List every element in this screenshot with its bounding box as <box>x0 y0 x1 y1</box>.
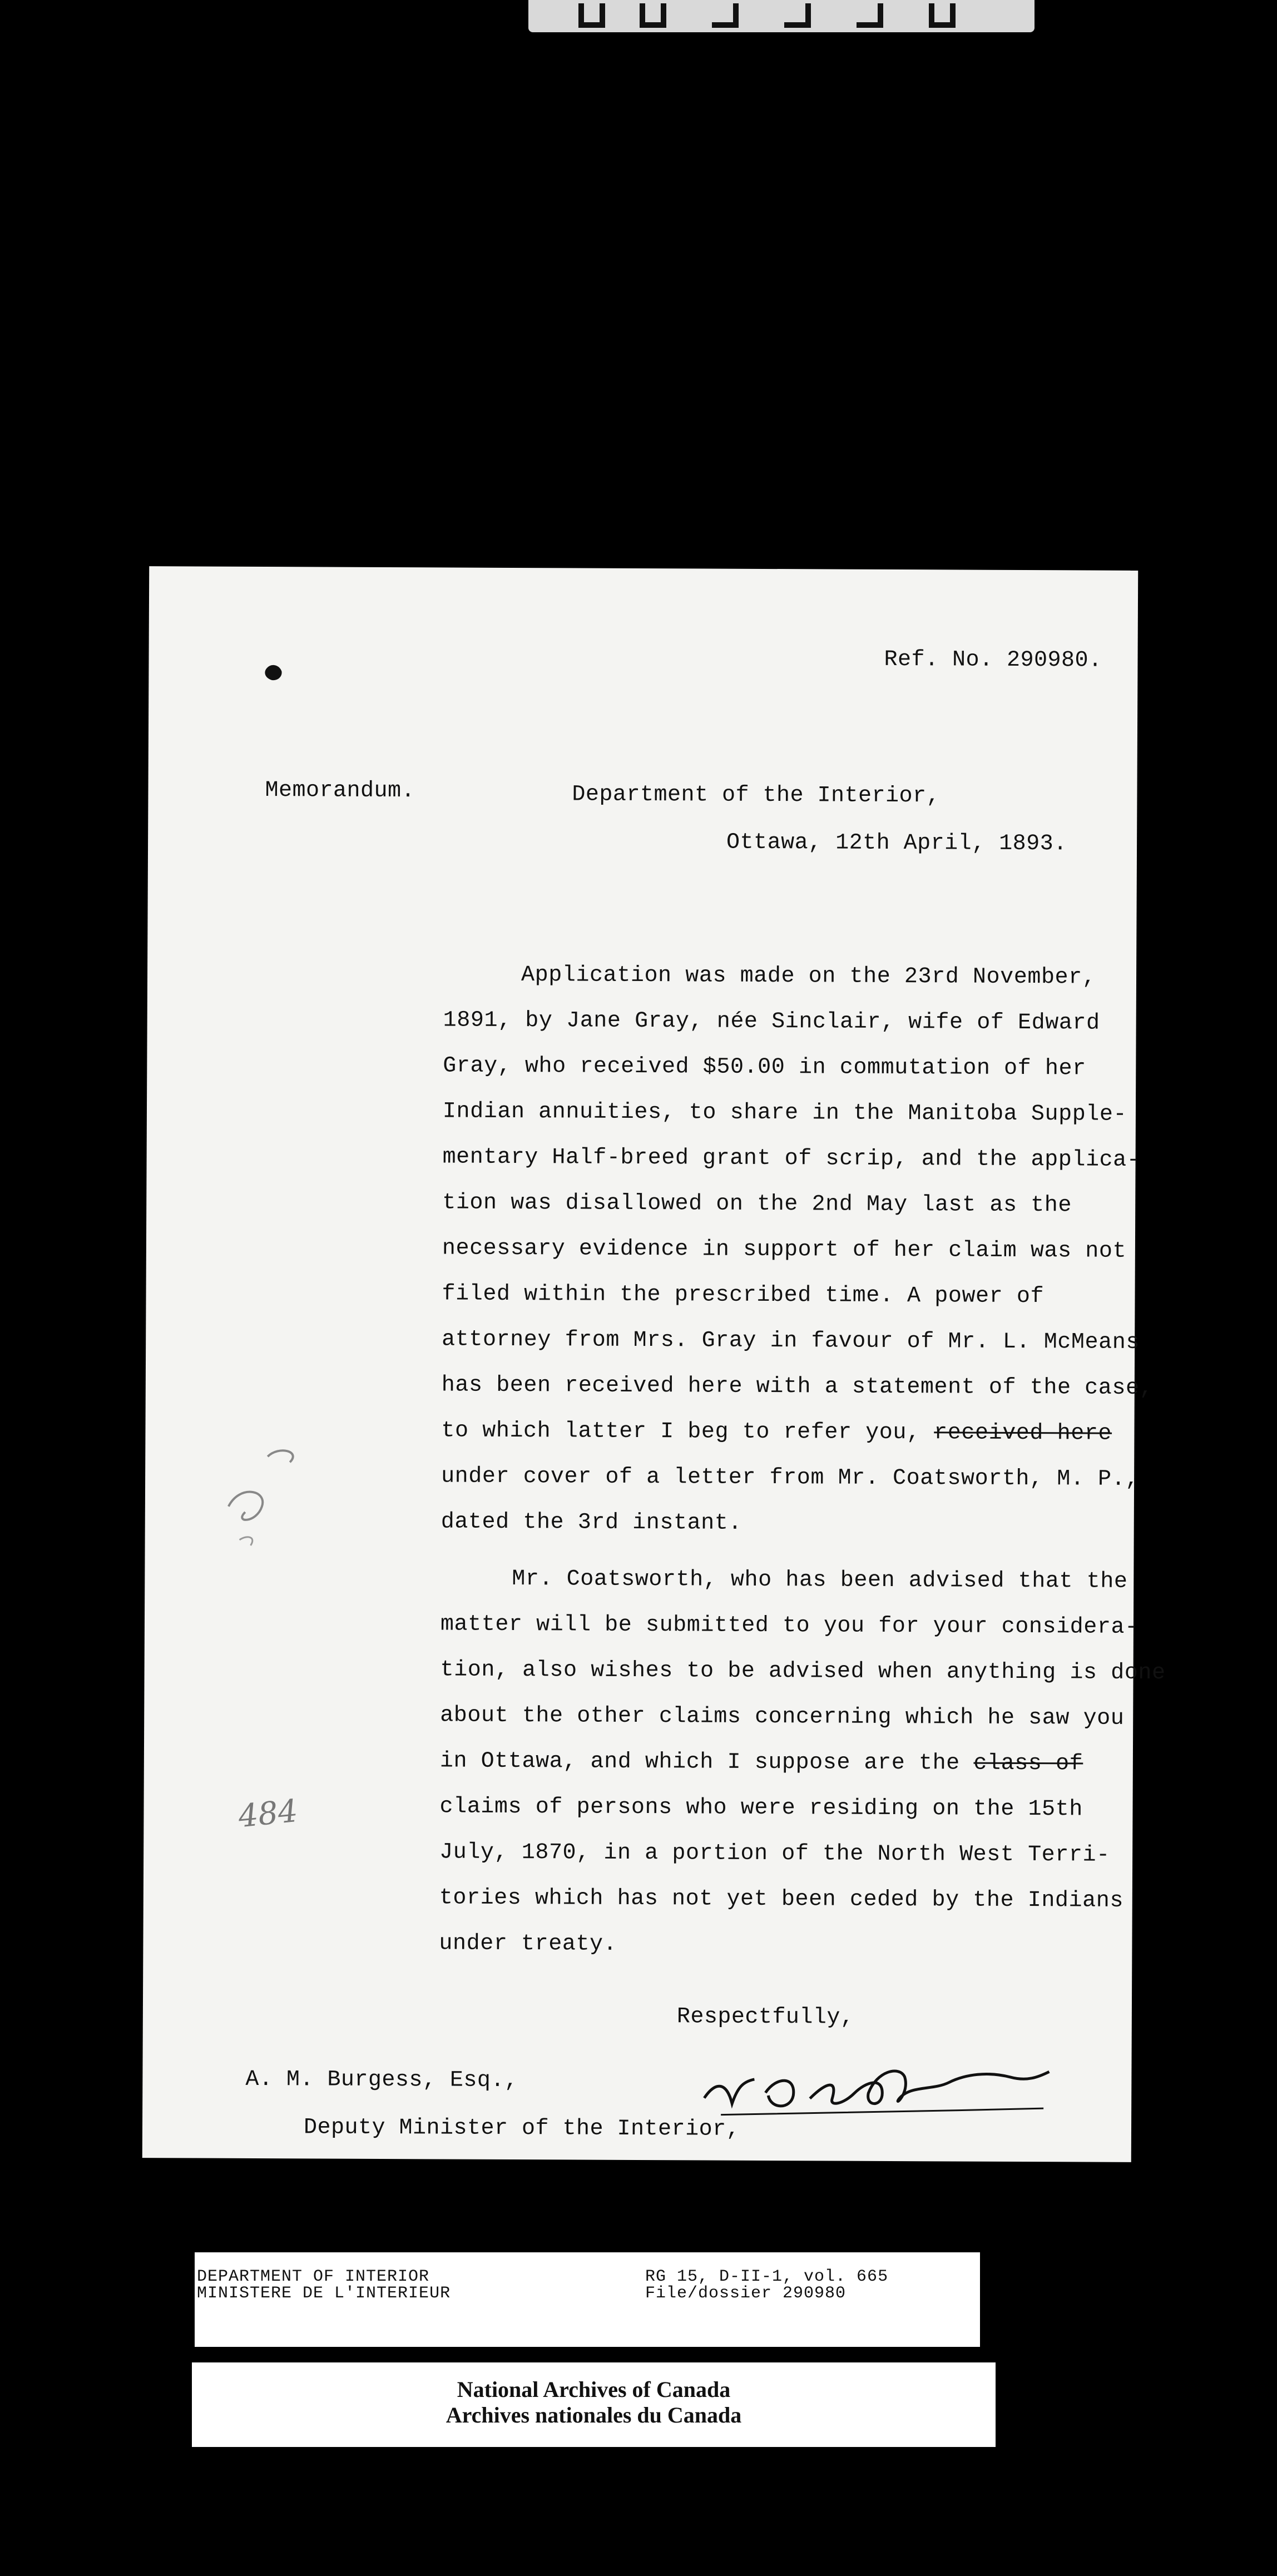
frame-number-glyph <box>929 3 956 28</box>
para1-line <box>441 1418 1112 1446</box>
reference-number: Ref. No. 290980. <box>884 647 1102 673</box>
addressee-title: Deputy Minister of the Interior, <box>303 2115 740 2142</box>
para1-line: has been received here with a statement of the case, <box>441 1373 1154 1401</box>
frame-number-glyph <box>712 3 739 28</box>
para2-line: tion, also wishes to be advised when anything is done <box>440 1657 1166 1686</box>
para2-line: under treaty. <box>439 1931 617 1957</box>
para2-line-text: in Ottawa, and which I suppose are the <box>439 1748 960 1776</box>
para1-line: Indian annuities, to share in the Manitoba Supple- <box>442 1099 1127 1127</box>
para1-line: necessary evidence in support of her claim was not <box>442 1236 1127 1264</box>
margin-pencil-number: 484 <box>236 1792 300 1835</box>
para1-line: dated the 3rd instant. <box>440 1509 743 1536</box>
ink-blot-icon <box>263 661 285 683</box>
addressee-name: A. M. Burgess, Esq., <box>245 2067 518 2094</box>
para1-line: mentary Half-breed grant of scrip, and the applica- <box>442 1145 1141 1173</box>
frame-number-glyph <box>857 3 883 28</box>
struck-text: class of <box>973 1751 1083 1777</box>
para2-line: matter will be submitted to you for your considera- <box>440 1612 1139 1640</box>
para1-line: 1891, by Jane Gray, née Sinclair, wife of Edward <box>443 1008 1100 1036</box>
pencil-scribble-mark <box>223 1440 307 1552</box>
para1-line-text: to which latter I beg to refer you, <box>441 1418 920 1446</box>
struck-text: received here <box>934 1420 1112 1446</box>
para1-line: under cover of a letter from Mr. Coatsworth, M. P., <box>441 1464 1140 1492</box>
place-date: Ottawa, 12th April, 1893. <box>726 830 1067 857</box>
file-dossier-ref: File/dossier 290980 <box>645 2284 847 2303</box>
para2-line <box>440 1748 1083 1776</box>
record-group-ref: RG 15, D-II-1, vol. 665 <box>645 2267 889 2286</box>
para1-line: tion was disallowed on the 2nd May last as the <box>442 1190 1072 1218</box>
department-label-fr: MINISTERE DE L'INTERIEUR <box>197 2284 451 2303</box>
handwritten-signature <box>699 2059 1055 2122</box>
department-heading: Department of the Interior, <box>572 782 941 809</box>
memo-body <box>439 962 1166 1957</box>
frame-number-glyph <box>578 3 605 28</box>
para2-line: tories which has not yet been ceded by the Indians <box>439 1885 1124 1914</box>
para1-line: Application was made on the 23rd November, <box>521 963 1096 990</box>
para2-line: claims of persons who were residing on the 15th <box>439 1794 1083 1822</box>
frame-number-glyph <box>784 3 811 28</box>
archives-footer <box>192 2362 996 2447</box>
para2-line: Mr. Coatsworth, who has been advised that the <box>512 1566 1128 1594</box>
film-frame-strip <box>528 0 1035 32</box>
archives-name-en: National Archives of Canada <box>457 2377 731 2402</box>
para2-line: about the other claims concerning which he saw you <box>440 1703 1125 1731</box>
memo-label: Memorandum. <box>265 778 415 804</box>
frame-number-glyph <box>640 3 666 28</box>
department-label-en: DEPARTMENT OF INTERIOR <box>197 2267 430 2286</box>
archives-name-fr: Archives nationales du Canada <box>446 2402 742 2428</box>
para2-line: July, 1870, in a portion of the North West Terri- <box>439 1840 1110 1868</box>
para1-line: attorney from Mrs. Gray in favour of Mr. L. McMeans <box>442 1327 1140 1355</box>
archive-reference-label <box>195 2252 980 2347</box>
closing-salutation: Respectfully, <box>676 2004 854 2030</box>
memorandum-page <box>142 566 1166 2162</box>
para1-line: filed within the prescribed time. A power of <box>442 1281 1045 1310</box>
para1-line: Gray, who received $50.00 in commutation of her <box>443 1053 1086 1082</box>
